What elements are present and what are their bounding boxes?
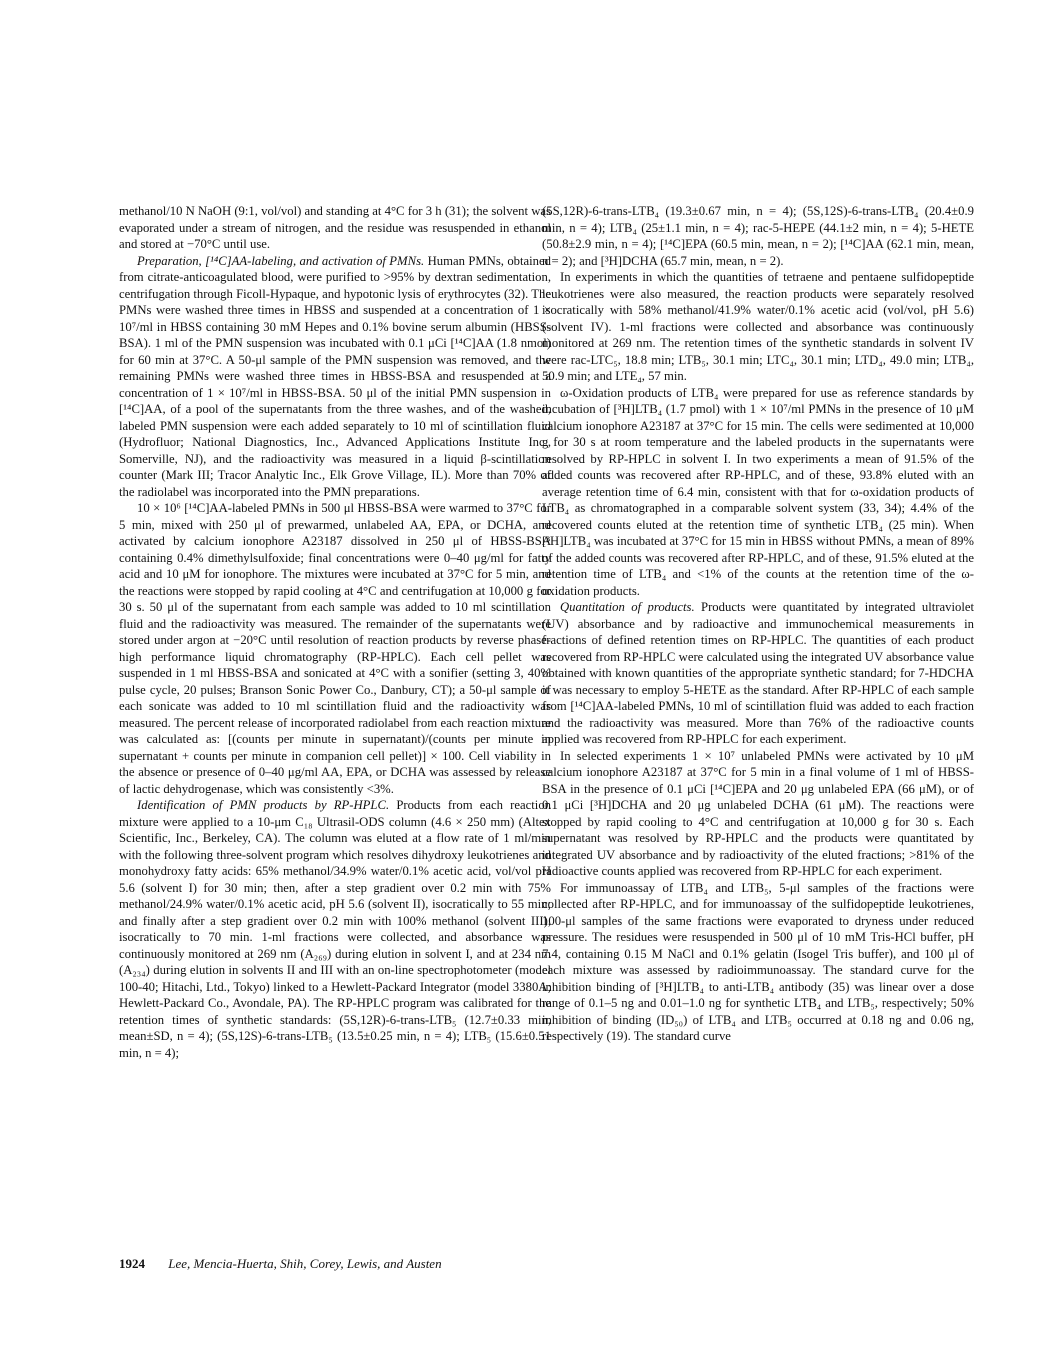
left-column bbox=[119, 203, 551, 1061]
paragraph: ω-Oxidation products of LTB₄ were prepared for use as reference standards by incubation of [³H]LTB₄ (1.7 pmol) with 1 × 10⁷/ml PMNs in the presence of 10 μM calcium ionophore A23187 at 37°C for 15 min. The cells were sedimented at 10,000 g for 30 s at room temperature and the labeled products in the supernatants were resolved by RP-HPLC in solvent I. In two experiments a mean of 91.5% of the added counts was recovered after RP-HPLC, and of these, 93.8% eluted with an average retention time of 6.4 min, consistent with that for ω-oxidation products of LTB₄ as chromatographed in a comparable solvent system (33, 34); 4.4% of the recovered counts eluted at the retention time of synthetic LTB₄ (25 min). When [³H]LTB₄ was incubated at 37°C for 15 min in HBSS without PMNs, a mean of 89% of the added counts was recovered after RP-HPLC, and of these, 91.5% eluted at the retention time of LTB₄ and <1% of the counts at the retention time of the ω-oxidation products. bbox=[542, 385, 974, 598]
section-heading: Quantitation of products. bbox=[560, 600, 695, 614]
paragraph: For immunoassay of LTB₄ and LTB₅, 5-μl samples of the fractions were collected after RP-HPLC, and for immunoassay of the sulfidopeptide leukotrienes, 100-μl samples of the same fractions were evaporated to dryness under reduced pressure. The residues were resuspended in 500 μl of 10 mM Tris-HCl buffer, pH 7.4, containing 0.15 M NaCl and 0.1% gelatin (Isogel Tris buffer), and 100 μl of each mixture was assessed by radioimmunoassay. The standard curve for the inhibition binding of [³H]LTB₄ to anti-LTB₄ antibody (35) was linear over a dose range of 0.1–5 ng and 0.01–1.0 ng for synthetic LTB₄ and LTB₅, respectively; 50% inhibition of binding (ID₅₀) of LTB₄ and LTB₅ occurred at 0.18 ng and 0.06 ng, respectively (19). The standard curve bbox=[542, 880, 974, 1043]
paragraph: 10 × 10⁶ [¹⁴C]AA-labeled PMNs in 500 μl HBSS-BSA were warmed to 37°C for 5 min, mixed with 250 μl of prewarmed, unlabeled AA, EPA, or DCHA, and activated by calcium ionophore A23187 dissolved in 250 μl of HBSS-BSA containing 0.4% dimethylsulfoxide; final concentrations were 0–40 μg/ml for fatty acid and 10 μM for ionophore. The mixtures were incubated at 37°C for 5 min, and the reactions were stopped by rapid cooling at 4°C and centrifugation at 10,000 g for 30 s. 50 μl of the supernatant from each sample was added to 10 ml scintillation fluid and the radioactivity was measured. The remainder of the supernatants were stored under argon at −20°C until resolution of reaction products by reverse phase-high performance liquid chromatography (RP-HPLC). Each cell pellet was suspended in 1 ml HBSS-BSA and sonicated at 4°C with a sonifier (setting 3, 40% pulse cycle, 20 pulses; Branson Sonic Power Co., Danbury, CT); a 50-μl sample of each sonicate was added to 10 ml scintillation fluid and the radioactivity was measured. The percent release of incorporated radiolabel from each reaction mixture was calculated as: [(counts per minute in supernatant)/(counts per minute in supernatant + counts per minute in companion cell pellet)] × 100. Cell viability in the absence or presence of 0–40 μg/ml AA, EPA, or DCHA was assessed by release of lactic dehydrogenase, which was consistently <3%. bbox=[119, 501, 551, 796]
paragraph-body: Products from each reaction mixture were applied to a 10-μm C₁₈ Ultrasil-ODS column (4.6 × 250 mm) (Altex Scientific, Inc., Berkeley, CA). The column was eluted at a flow rate of 1 ml/min with the following three-solvent program which resolves dihydroxy leukotrienes and monohydroxy fatty acids: 65% methanol/34.9% water/0.1% acetic acid, vol/vol pH 5.6 (solvent I) for 30 min; then, after a step gradient over 0.2 min with 75% methanol/24.9% water/0.1% acetic acid, pH 5.6 (solvent II), isocratically to 55 min; and finally after a step gradient over 0.2 min with 100% methanol (solvent III), isocratically to 70 min. 1-ml fractions were collected, and absorbance was continuously monitored at 269 nm (A₂₆₉) during elution in solvent I, and at 234 nm (A₂₃₄) during elution in solvents II and III with an on-line spectrophotometer (model 100-40; Hitachi, Ltd., Tokyo) linked to a Hewlett-Packard Integrator (model 3380A; Hewlett-Packard Co., Avondale, PA). The RP-HPLC program was calibrated for the retention times of synthetic standards: (5S,12R)-6-trans-LTB₅ (12.7±0.33 min, mean±SD, n = 4); (5S,12S)-6-trans-LTB₅ (13.5±0.25 min, n = 4); LTB₅ (15.6±0.51 min, n = 4); bbox=[119, 798, 552, 1060]
paragraph: In experiments in which the quantities of tetraene and pentaene sulfidopeptide leukotrienes were also measured, the reaction products were separately resolved isocratically with 58% methanol/41.9% water/0.1% acetic acid (vol/vol, pH 5.6) (solvent IV). 1-ml fractions were collected and absorbance was continuously monitored at 269 nm. The retention times of the synthetic standards in solvent IV were rac-LTC₅, 18.8 min; LTB₅, 30.1 min; LTC₄, 30.1 min; LTD₄, 49.0 min; LTB₄, 50.9 min; and LTE₄, 57 min. bbox=[542, 270, 974, 383]
paragraph: In selected experiments 1 × 10⁷ unlabeled PMNs were activated by 10 μM calcium ionophore A23187 at 37°C for 5 min in a final volume of 1 ml of HBSS-BSA in the presence of 0.1 μCi [¹⁴C]EPA and 20 μg unlabeled EPA (66 μM), or of 0.1 μCi [³H]DCHA and 20 μg unlabeled DCHA (61 μM). The reactions were stopped by rapid cooling to 4°C and centrifugation at 10,000 g for 30 s. Each supernatant was resolved by RP-HPLC and the products were quantitated by integrated UV absorbance and by radioactivity of the eluted fractions; >81% of the radioactive counts applied was recovered from RP-HPLC for each experiment. bbox=[542, 748, 974, 878]
paragraph: (5S,12R)-6-trans-LTB₄ (19.3±0.67 min, n = 4); (5S,12S)-6-trans-LTB₄ (20.4±0.9 min, n = 4); LTB₄ (25±1.1 min, n = 4); rac-5-HEPE (44.1±2 min, n = 4); 5-HETE (50.8±2.9 min, n = 4); [¹⁴C]EPA (60.5 min, mean, n = 2); [¹⁴C]AA (62.1 min, mean, n = 2); and [³H]DCHA (65.7 min, mean, n = 2). bbox=[542, 204, 974, 268]
page-footer bbox=[119, 1256, 442, 1272]
running-head: Lee, Mencia-Huerta, Shih, Corey, Lewis, and Austen bbox=[168, 1256, 442, 1271]
page-number: 1924 bbox=[119, 1256, 145, 1271]
section-heading: Identification of PMN products by RP-HPLC. bbox=[137, 798, 390, 812]
paragraph-body: Products were quantitated by integrated ultraviolet (UV) absorbance and by radioactive and immunochemical measurements in fractions of defined retention times on RP-HPLC. The quantities of each product recovered from RP-HPLC were calculated using the integrated UV absorbance value obtained with known quantities of the appropriate synthetic standard; for 7-HDCHA it was necessary to employ 5-HETE as the standard. After RP-HPLC of each sample from [¹⁴C]AA-labeled PMNs, 10 ml of scintillation fluid was added to each fraction and the radioactivity was measured. More than 76% of the radioactive counts applied was recovered from RP-HPLC for each experiment. bbox=[542, 600, 975, 746]
paragraph: methanol/10 N NaOH (9:1, vol/vol) and standing at 4°C for 3 h (31); the solvent was evaporated under a stream of nitrogen, and the residue was resuspended in ethanol and stored at −70°C until use. bbox=[119, 204, 551, 251]
paragraph bbox=[542, 599, 974, 748]
right-column bbox=[542, 203, 974, 1045]
section-heading: Preparation, [¹⁴C]AA-labeling, and activation of PMNs. bbox=[137, 253, 425, 268]
paragraph-body: Human PMNs, obtained from citrate-anticoagulated blood, were purified to >95% by dextran sedimentation, centrifugation through Ficoll-Hypaque, and hypotonic lysis of erythrocytes (32). The PMNs were washed three times in HBSS and suspended at a concentration of 1 × 10⁷/ml in HBSS containing 30 mM Hepes and 0.1% bovine serum albumin (HBSS-BSA). 1 ml of the PMN suspension was incubated with 0.1 μCi [¹⁴C]AA (1.8 nmol) for 60 min at 37°C. A 50-μl sample of the PMN suspension was removed, and the remaining PMNs were washed three times in HBSS-BSA and resuspended at a concentration of 1 × 10⁷/ml in HBSS-BSA. 50 μl of the initial PMN suspension in [¹⁴C]AA, of a pool of the supernatants from the three washes, and of the washed, labeled PMN suspension were each added separately to 10 ml of scintillation fluid (Hydrofluor; National Diagnostics, Inc., Advanced Applications Institute Inc., Somerville, NJ), and the radioactivity was measured in a liquid β-scintillation counter (Mark III; Tracor Analytic Inc., Elk Grove Village, IL). More than 70% of the radiolabel was incorporated into the PMN preparations. bbox=[119, 253, 552, 499]
paragraph bbox=[119, 797, 551, 1061]
paragraph bbox=[119, 253, 551, 501]
